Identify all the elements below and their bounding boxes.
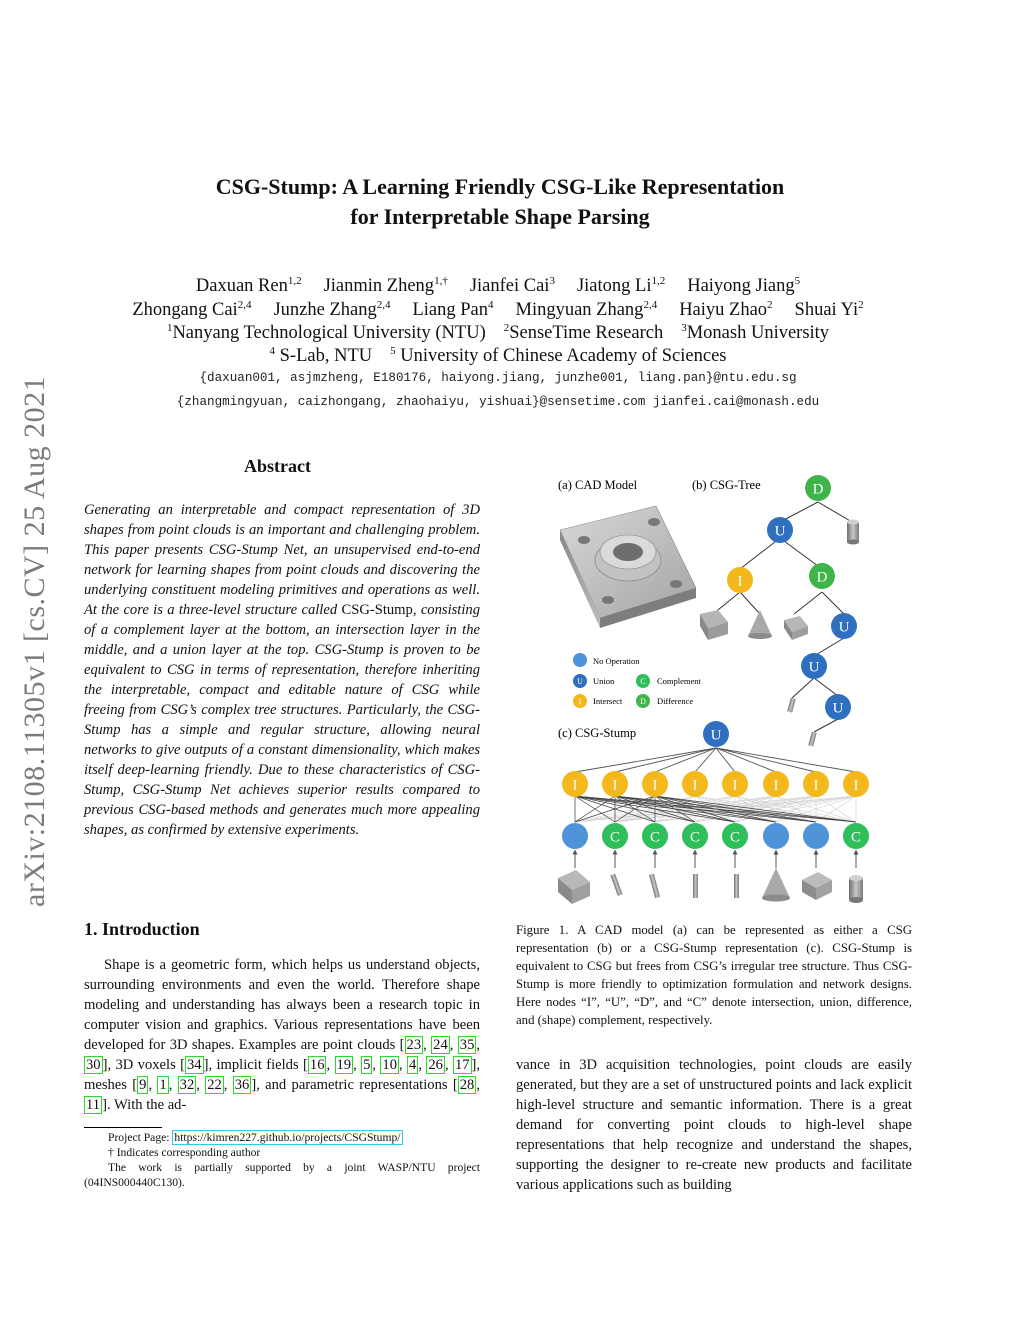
cite-group-meshes: 9 , 1 , 32 , 22 , 36 <box>139 1077 250 1093</box>
legend-no-op-icon <box>573 653 587 667</box>
label-cad-model: (a) CAD Model <box>558 478 638 492</box>
citation-link[interactable]: 30 <box>86 1057 101 1073</box>
abstract-body <box>84 500 480 840</box>
stump-node-complement-2 <box>602 823 628 849</box>
svg-text:U: U <box>808 659 820 676</box>
stump-rod-1 <box>610 874 622 896</box>
legend-no-op: No Operation <box>593 656 640 666</box>
svg-text:I: I <box>737 573 743 590</box>
stump-node-noop-7 <box>803 823 829 849</box>
stump-node-intersect-2 <box>602 771 628 797</box>
svg-text:U: U <box>774 523 786 540</box>
tree-node-union-4 <box>825 694 851 720</box>
affiliation: $^4$ S-Lab, NTU <box>269 345 373 367</box>
csg-tree-nodes <box>727 475 857 720</box>
stump-node-intersect-5 <box>722 771 748 797</box>
legend-intersect: Intersect <box>593 696 623 706</box>
footnote-project <box>84 1130 480 1145</box>
tree-node-intersect <box>727 567 753 593</box>
stump-node-intersect-7 <box>803 771 829 797</box>
svg-text:I: I <box>612 777 618 794</box>
svg-text:I: I <box>652 777 658 794</box>
svg-text:U: U <box>838 619 850 636</box>
legend-complement-letter: C <box>640 677 646 686</box>
cylinder-shape <box>847 520 859 545</box>
tree-node-union-3 <box>801 653 827 679</box>
citation-link[interactable]: 16 <box>309 1057 325 1073</box>
svg-text:C: C <box>730 829 740 846</box>
cite-group-point-clouds: 23 , 24 , 35 , 30 <box>86 1037 481 1073</box>
author-name: Zhongang Cai$^{2,4}$ <box>132 299 252 321</box>
citation-link[interactable]: 26 <box>428 1057 443 1073</box>
legend-complement: Complement <box>657 676 701 686</box>
stump-cone-shape <box>762 868 790 902</box>
intro-text-2: , 3D voxels <box>107 1057 181 1073</box>
intro-text-5: , and parametric representations <box>256 1077 453 1093</box>
abstract-heading: Abstract <box>244 456 311 476</box>
citation-link[interactable]: 17 <box>454 1057 470 1073</box>
citation-link[interactable]: 35 <box>459 1037 475 1053</box>
figure-1 <box>548 470 888 912</box>
csg-stump-nodes <box>562 721 869 849</box>
citation-link[interactable]: 24 <box>433 1037 448 1053</box>
affiliation: $^5$ University of Chinese Academy of Sciences <box>390 345 727 367</box>
legend-intersect-letter: I <box>578 697 582 706</box>
stump-rod-2 <box>649 874 660 898</box>
label-csg-stump: (c) CSG-Stump <box>558 726 637 740</box>
legend-union-letter: U <box>577 677 583 686</box>
author-name: Haiyu Zhao$^2$ <box>679 299 773 321</box>
affiliations-row2 <box>40 340 956 369</box>
footnote-rule <box>84 1127 162 1128</box>
citation-link[interactable]: 9 <box>139 1077 147 1093</box>
svg-text:I: I <box>853 777 859 794</box>
svg-text:D: D <box>812 481 824 498</box>
csg-stump-edges <box>572 748 856 868</box>
citation-link[interactable]: 36 <box>234 1077 250 1093</box>
stump-cube-shape <box>558 870 590 904</box>
project-page-link[interactable]: https://kimren227.github.io/projects/CSGStump/ <box>174 1131 401 1144</box>
paper-title-line2: for Interpretable Shape Parsing <box>350 204 650 229</box>
legend-difference-letter: D <box>640 697 646 706</box>
citation-link[interactable]: 22 <box>207 1077 222 1093</box>
stump-node-noop-1 <box>562 823 588 849</box>
svg-text:D: D <box>816 569 828 586</box>
stump-cylinder-shape <box>849 875 863 903</box>
cube-shape <box>700 610 728 640</box>
stump-node-noop-6 <box>763 823 789 849</box>
author-name: Daxuan Ren$^{1,2}$ <box>195 275 302 297</box>
citation-link[interactable]: 19 <box>336 1057 352 1073</box>
svg-text:C: C <box>650 829 660 846</box>
tree-node-union <box>767 517 793 543</box>
affiliation: $^1$Nanyang Technological University (NTU) <box>166 322 486 344</box>
cube-small-shape <box>784 616 808 640</box>
svg-text:U: U <box>832 700 844 717</box>
citation-link[interactable]: 11 <box>86 1097 101 1113</box>
project-page-label: Project Page: <box>108 1131 173 1144</box>
intro-text-4: , meshes <box>84 1057 481 1093</box>
citation-link[interactable]: 32 <box>179 1077 195 1093</box>
intro-heading: 1. Introduction <box>84 919 200 939</box>
citation-link[interactable]: 5 <box>363 1057 371 1073</box>
svg-text:I: I <box>813 777 819 794</box>
rod-shape-2 <box>808 732 816 747</box>
tree-node-difference <box>809 563 835 589</box>
cite-group-implicit: 16 , 19 , 5 , 10 , 4 , 26 , 17 <box>309 1057 470 1073</box>
citation-link[interactable]: 34 <box>187 1057 202 1073</box>
legend-difference: Difference <box>657 696 694 706</box>
citation-link[interactable]: 10 <box>382 1057 398 1073</box>
citation-link[interactable]: 1 <box>159 1077 167 1093</box>
citation-link[interactable]: 28 <box>459 1077 475 1093</box>
paper-title-line1: CSG-Stump: A Learning Friendly CSG-Like Representation <box>215 174 785 199</box>
stump-rod-3 <box>693 874 698 898</box>
intro-text-1: Shape is a geometric form, which helps us understand objects, surrounding environments and even the world. Therefore shape modeling and understanding has always been a research topic in computer vision and graphics. Various representations have been developed for 3D shapes. Examples are point clouds <box>84 957 480 1053</box>
footnote-corresponding: † Indicates corresponding author <box>108 1146 261 1159</box>
email-line1: {daxuan001, asjmzheng, E180176, haiyong.jiang, junzhe001, liang.pan}@ntu.edu.sg <box>199 371 797 385</box>
email-line2: {zhangmingyuan, caizhongang, zhaohaiyu, yishuai}@sensetime.com jianfei.cai@monash.edu <box>176 395 820 409</box>
stump-node-intersect-1 <box>562 771 588 797</box>
figure-1-caption: Figure 1. A CAD model (a) can be represented as either a CSG representation (b) or a CSG-Stump representation (c). CSG-Stump is equivalent to CSG but frees from CSG’s irregular tree structure. Thus CSG-Stump is more friendly to optimization formulation and network designs. Here nodes “I”, “U”, “D”, and “C” denote intersection, union, difference, and (shape) complement, respectively. <box>516 923 912 1027</box>
intro-text-3: , implicit fields <box>208 1057 304 1073</box>
author-name: Jianmin Zheng$^{1,\dagger}$ <box>323 275 448 297</box>
citation-link[interactable]: 23 <box>406 1037 422 1053</box>
stump-node-complement-4 <box>682 823 708 849</box>
abstract-text-a: Generating an interpretable and compact representation of 3D shapes from point clouds is an important and challenging problem. This paper presents CSG-Stump Net, an unsupervised end-to-end network for learning shapes from point clouds and discovering the underlying constituent modeling primitives and operations as well. At the core is a three-level structure called <box>84 502 480 618</box>
author-name: Mingyuan Zhang$^{2,4}$ <box>515 299 658 321</box>
stump-node-intersect-8 <box>843 771 869 797</box>
stump-node-intersect-4 <box>682 771 708 797</box>
svg-text:I: I <box>692 777 698 794</box>
citation-link[interactable]: 4 <box>409 1057 417 1073</box>
cone-shape <box>748 610 772 639</box>
svg-text:U: U <box>710 727 722 744</box>
svg-text:I: I <box>572 777 578 794</box>
stump-rod-4 <box>734 874 739 898</box>
svg-text:I: I <box>773 777 779 794</box>
intro-paragraph: Shape is a geometric form, which helps us understand objects, surrounding environments and even the world. Therefore shape modeling and understanding has always been a research topic in computer vision and graphics. Various representations have been developed for 3D shapes. Examples are point clouds [ 23 , 24 , 35 , 30 ], 3D voxels [ 34 ], implicit fields [ 16 , 19 , 5 , 10 , 4 , 26 , 17 ], meshes [ 9 , 1 , 32 , 22 , 36 ], and parametric representations [ 28 , 11 ]. With the ad- <box>84 957 481 1113</box>
stump-node-union <box>703 721 729 747</box>
cite-group-parametric: 28 , 11 <box>86 1077 480 1113</box>
abstract-text-b: , consisting of a complement layer at the bottom, an intersection layer in the middle, and a union layer at the top. CSG-Stump is proven to be equivalent to CSG in terms of representation, therefore inheriting the interpretable, compact and editable nature of CSG while freeing from CSG’s complex tree structures. Particularly, the CSG-Stump has a simple and regular structure, allowing neural networks to give outputs of a constant dimensionality, which makes itself deep-learning friendly. Due to these characteristics of CSG-Stump, CSG-Stump Net achieves superior results compared to previous CSG-based methods and generates much more appealing shapes, as confirmed by extensive experiments. <box>84 602 481 838</box>
author-name: Haiyong Jiang$^5$ <box>687 275 801 297</box>
label-csg-tree: (b) CSG-Tree <box>692 478 761 492</box>
author-name: Liang Pan$^4$ <box>412 299 494 321</box>
author-name: Jianfei Cai$^3$ <box>469 275 555 297</box>
svg-text:C: C <box>851 829 861 846</box>
svg-text:C: C <box>690 829 700 846</box>
footnotes <box>84 1130 480 1190</box>
stump-node-intersect-3 <box>642 771 668 797</box>
abstract-text-upright: CSG-Stump <box>341 602 413 618</box>
footnote-funding: The work is partially supported by a joint WASP/NTU project (04INS000440C130). <box>84 1161 480 1189</box>
author-name: Shuai Yi$^2$ <box>794 299 864 321</box>
arxiv-sidebar-id: arXiv:2108.11305v1 [cs.CV] 25 Aug 2021 <box>18 375 51 907</box>
intro-text-6: . With the ad- <box>106 1097 187 1113</box>
affiliation: $^2$SenseTime Research <box>503 322 664 344</box>
svg-text:I: I <box>732 777 738 794</box>
tree-node-difference-root <box>805 475 831 501</box>
rod-shape-1 <box>787 698 795 713</box>
legend-union: Union <box>593 676 615 686</box>
stump-node-complement-5 <box>722 823 748 849</box>
stump-node-complement-3 <box>642 823 668 849</box>
stump-node-intersect-6 <box>763 771 789 797</box>
author-name: Jiatong Li$^{1,2}$ <box>576 275 666 297</box>
stump-node-complement-8 <box>843 823 869 849</box>
affiliation: $^3$Monash University <box>681 322 830 344</box>
tree-node-union-2 <box>831 613 857 639</box>
right-column-text: vance in 3D acquisition technologies, point clouds are easily generated, but they are a set of unstructured points and lack explicit high-level structure and semantic information. There is a great demand for converting point clouds to high-level shape representations that help recognize and understand the shapes, supporting the designer to re-create new products and facilitate various applications such as building <box>516 1057 912 1193</box>
stump-box-shape <box>802 872 832 900</box>
cad-model-shape <box>560 506 696 628</box>
svg-text:C: C <box>610 829 620 846</box>
author-name: Junzhe Zhang$^{2,4}$ <box>273 299 391 321</box>
cite-group-voxels <box>185 1056 204 1074</box>
csg-stump-primitives <box>558 868 863 904</box>
figure-legend <box>573 653 702 708</box>
